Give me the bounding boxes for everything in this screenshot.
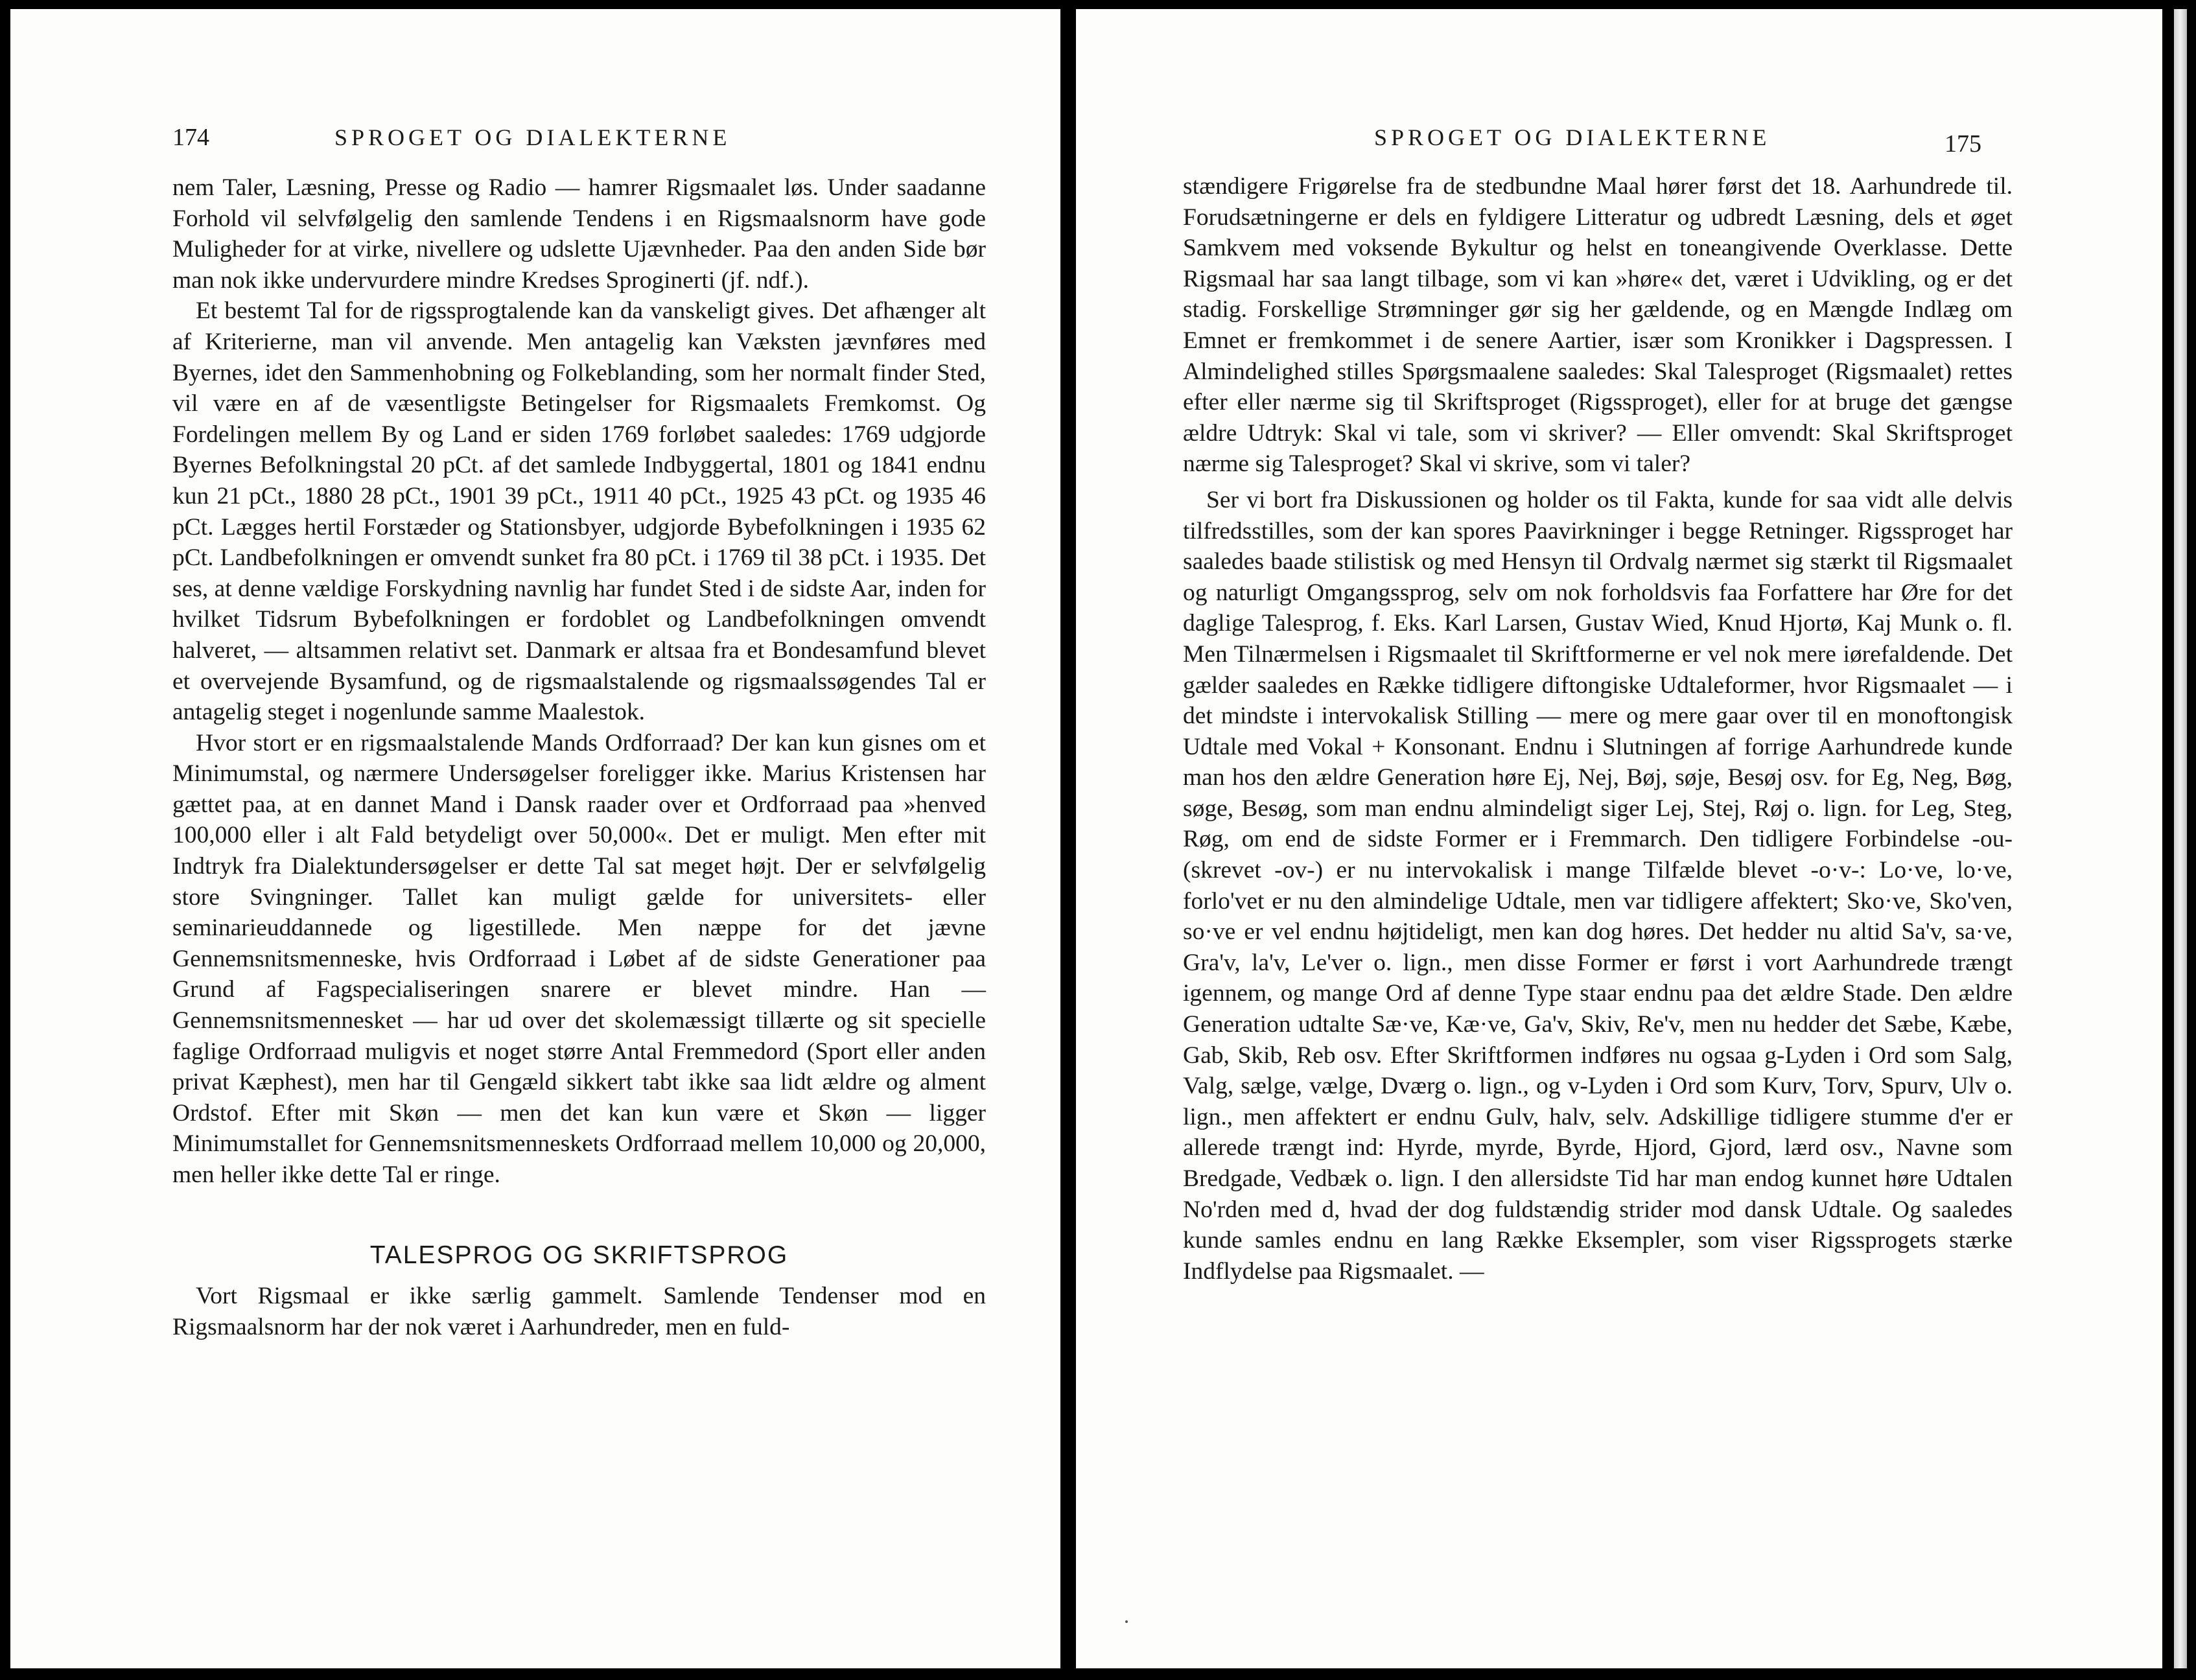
running-head: SPROGET OG DIALEKTERNE <box>1374 124 1771 150</box>
running-head: SPROGET OG DIALEKTERNE <box>334 124 731 150</box>
body-text <box>172 172 986 1342</box>
page-number: 175 <box>1945 130 1981 158</box>
paragraph: Vort Rigsmaal er ikke særlig gammelt. Samlende Tendenser mod en Rigsmaalsnorm har der nok været i Aarhundreder, men en fuld- <box>172 1283 986 1340</box>
paragraph: stændigere Frigørelse fra de stedbundne Maal hører først det 18. Aarhundrede til. Forudsætningerne er dels en fyldigere Litteratur og udbredt Læsning, dels et øget Samkvem med voksende Bykultur og helst en toneangivende Overklasse. Dette Rigsmaal har saa langt tilbage, som vi kan »høre« det, været i Udvikling, og er det stadig. Forskellige Strømninger gør sig her gældende, og en Mængde Indlæg om Emnet er fremkommet i de senere Aartier, især som Kronikker i Dagspressen. I Almindelighed stilles Spørgsmaalene saaledes: Skal Talesproget (Rigsmaalet) rettes efter eller nærme sig til Skriftsproget (Rigssproget), eller for at bruge det gængse ældre Udtryk: Skal vi tale, som vi skriver? — Eller omvendt: Skal Skriftsproget nærme sig Talesproget? Skal vi skrive, som vi taler? <box>1183 173 2013 478</box>
scan-speck <box>1125 1620 1128 1623</box>
paragraph: Et bestemt Tal for de rigssprogtalende kan da vanskeligt gives. Det afhænger alt af Kriterierne, man vil anvende. Men antagelig kan Væksten jævnføres med Byernes, idet den Sammenhobning og Folkeblanding, som her normalt finder Sted, vil være en af de væsentligste Betingelser for Rigsmaalets Fremkomst. Og Fordelingen mellem By og Land er siden 1769 forløbet saaledes: 1769 udgjorde Byernes Befolkningstal 20 pCt. af det samlede Indbyggertal, 1801 og 1841 endnu kun 21 pCt., 1880 28 pCt., 1901 39 pCt., 1911 40 pCt., 1925 43 pCt. og 1935 46 pCt. Lægges hertil Forstæder og Stationsbyer, udgjorde Bybefolkningen i 1935 62 pCt. Landbefolkningen er omvendt sunket fra 80 pCt. i 1769 til 38 pCt. i 1935. Det ses, at denne vældige Forskydning navnlig har fundet Sted i de sidste Aar, inden for hvilket Tidsrum Bybefolkningen er fordoblet og Landbefolkningen omvendt halveret, — altsammen relativt set. Danmark er altsaa fra et Bondesamfund blevet et overvejende Bysamfund, og de rigsmaalstalende og rigsmaalssøgendes Tal er antagelig steget i nogenlunde samme Maalestok. <box>172 298 986 726</box>
page-number: 174 <box>172 124 209 151</box>
section-heading: TALESPROG OG SKRIFTSPROG <box>369 1241 789 1269</box>
right-page <box>1076 9 2162 1668</box>
paragraph: Ser vi bort fra Diskussionen og holder os til Fakta, kunde for saa vidt alle delvis tilfredsstilles, som der kan spores Paavirkninger i begge Retninger. Rigssproget har saaledes baade stilistisk og med Hensyn til Ordvalg nærmet sig stærkt til Rigsmaalet og naturligt Omgangssprog, selv om nok forholdsvis faa Forfattere har Øre for det daglige Talesprog, f. Eks. Karl Larsen, Gustav Wied, Knud Hjortø, Kaj Munk o. fl. Men Tilnærmelsen i Rigsmaalet til Skriftformerne er vel nok mere iørefaldende. Det gælder saaledes en Række tidligere diftongiske Udtaleformer, hvor Rigsmaalet — i det mindste i intervokalisk Stilling — mere og mere gaar over til en monoftongisk Udtale med Vokal + Konsonant. Endnu i Slutningen af forrige Aarhundrede kunde man hos den ældre Generation høre Ej, Nej, Bøj, søje, Besøj osv. for Eg, Neg, Bøg, søge, Besøg, som man endnu almindeligt siger Lej, Stej, Røj o. lign. for Leg, Steg, Røg, om end de sidste Former er i Fremmarch. Den tidligere Forbindelse -ou- (skrevet -ov-) er nu intervokalisk i mange Tilfælde blevet -o·v-: Lo·ve, lo·ve, forlo'vet er nu den almindelige Udtale, men var tidligere affektert; Sko·ve, Sko'ven, so·ve er vel endnu højtideligt, men kan dog høres. Det hedder nu altid Sa'v, sa·ve, Gra'v, la'v, Le'ver o. lign., men disse Former er først i vort Aarhundrede trængt igennem, og mange Ord af denne Type staar endnu paa det ældre Stade. Den ældre Generation udtalte Sæ·ve, Kæ·ve, Ga'v, Skiv, Re'v, men nu hedder det Sæbe, Kæbe, Gab, Skib, Reb osv. Efter Skriftformen indføres nu ogsaa g-Lyden i Ord som Salg, Valg, sælge, vælge, Dværg o. lign., og v-Lyden i Ord som Kurv, Torv, Spurv, Ulv o. lign., men affektert er endnu Gulv, halv, selv. Adskillige tidligere stumme d'er er allerede trængt ind: Hyrde, myrde, Byrde, Hjord, Gjord, lærd osv., Navne som Bredgade, Vedbæk o. lign. I den allersidste Tid har man endog kunnet høre Udtalen No'rden med d, hvad der dog fuldstændig strider mod dansk Udtale. Og saaledes kunde samles endnu en lang Række Eksempler, som viser Rigssprogets stærke Indflydelse paa Rigsmaalet. — <box>1183 486 2013 1285</box>
paragraph: nem Taler, Læsning, Presse og Radio — hamrer Rigsmaalet løs. Under saadanne Forhold vil selvfølgelig den samlende Tendens i en Rigsmaalsnorm have gode Muligheder for at virke, nivellere og udslette Ujævnheder. Paa den anden Side bør man nok ikke undervurdere mindre Kredses Sproginerti (jf. ndf.). <box>172 174 986 294</box>
left-page <box>10 9 1060 1668</box>
page-edge <box>2174 9 2187 1668</box>
body-text <box>1183 171 2013 1287</box>
paragraph: Hvor stort er en rigsmaalstalende Mands Ordforraad? Der kan kun gisnes om et Minimumstal, og nærmere Undersøgelser foreligger ikke. Marius Kristensen har gættet paa, at en dannet Mand i Dansk raader over et Ordforraad paa »henved 100,000 eller i alt Fald betydeligt over 50,000«. Det er muligt. Men efter mit Indtryk fra Dialektundersøgelser er dette Tal sat meget højt. Der er selvfølgelig store Svingninger. Tallet kan muligt gælde for universitets- eller seminarieuddannede og ligestillede. Men næppe for det jævne Gennemsnitsmenneske, hvis Ordforraad i Løbet af de sidste Generationer paa Grund af Fagspecialiseringen snarere er blevet mindre. Han — Gennemsnitsmennesket — har ud over det skolemæssigt tillærte og sit specielle faglige Ordforraad muligvis et noget større Antal Fremmedord (Sport eller anden privat Kæphest), men har til Gengæld sikkert tabt ikke saa lidt ældre og alment Ordstof. Efter mit Skøn — men det kan kun være et Skøn — ligger Minimumstallet for Gennemsnitsmenneskets Ordforraad mellem 10,000 og 20,000, men heller ikke dette Tal er ringe. <box>172 729 986 1188</box>
